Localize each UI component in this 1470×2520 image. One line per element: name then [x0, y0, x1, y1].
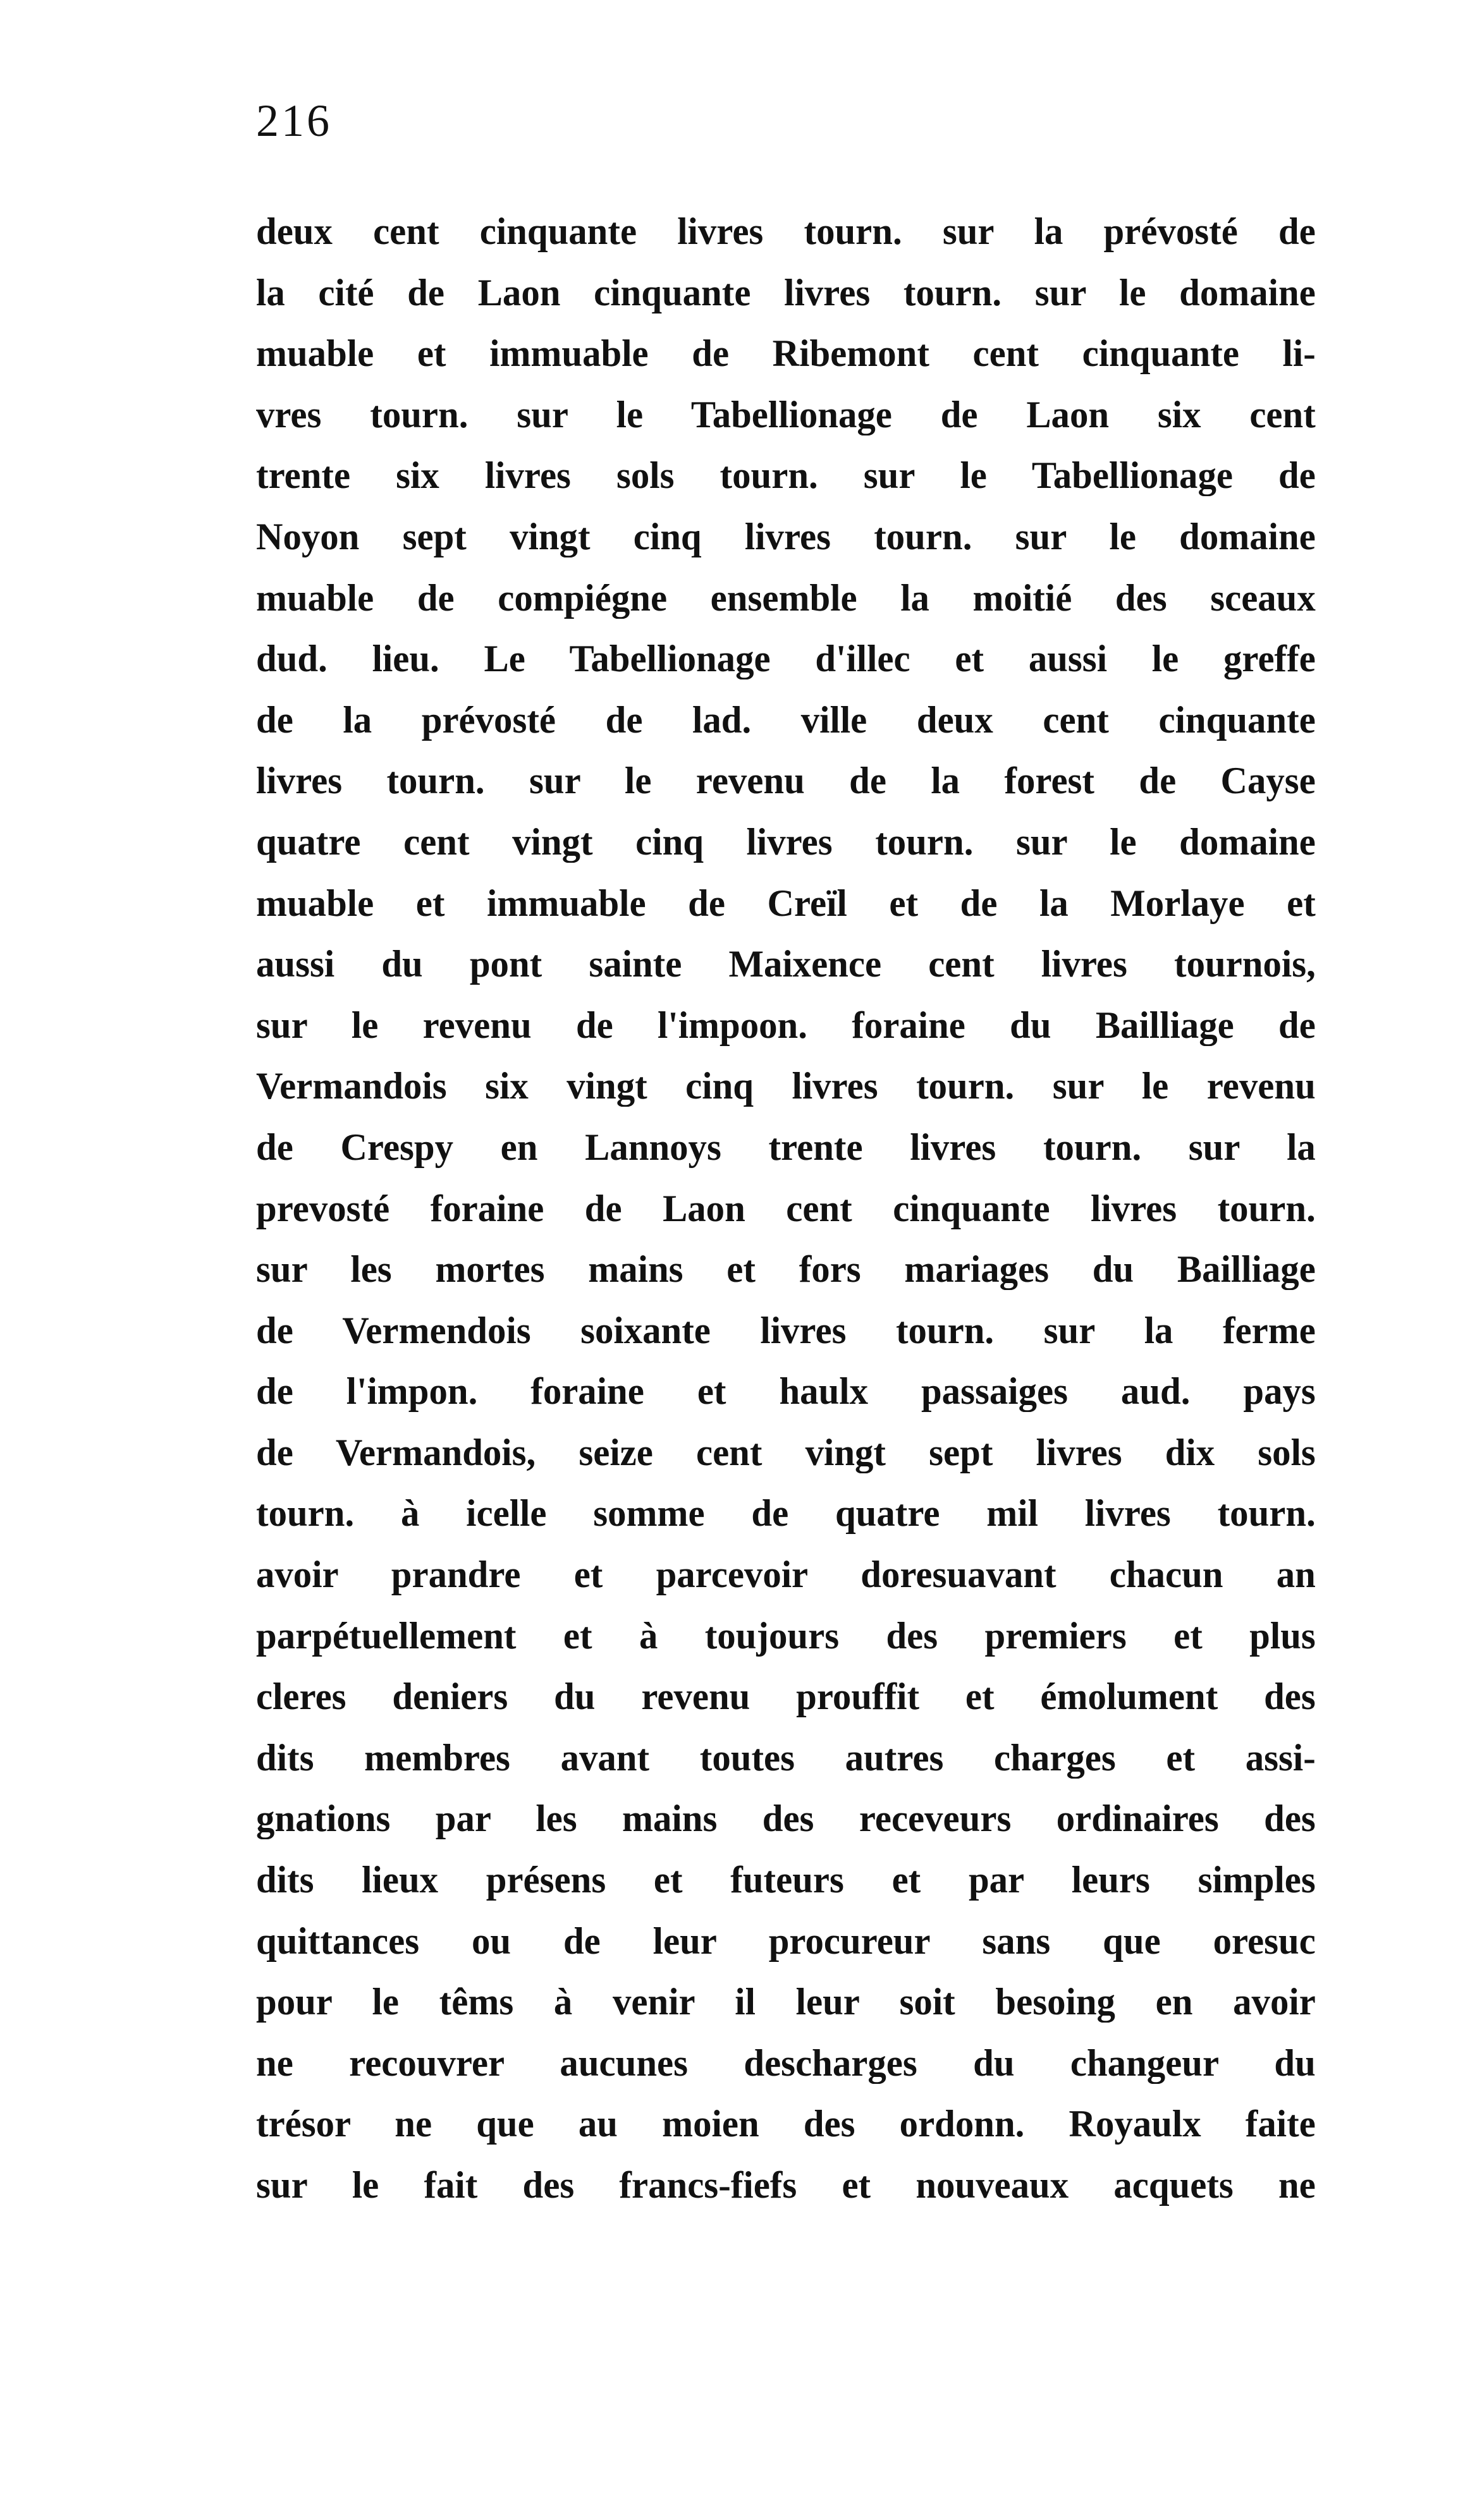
text-line: sur le fait des francs-fiefs et nouveaux acquets ne: [256, 2164, 1316, 2206]
text-line: cleres deniers du revenu prouffit et émolument des: [256, 1676, 1316, 1718]
text-line: Noyon sept vingt cinq livres tourn. sur le domaine: [256, 515, 1316, 557]
text-line: ne recouvrer aucunes descharges du changeur du: [256, 2042, 1316, 2084]
text-line: sur le revenu de l'impoon. foraine du Bailliage de: [256, 1004, 1316, 1046]
text-line: tourn. à icelle somme de quatre mil livres tourn.: [256, 1492, 1316, 1535]
text-line: deux cent cinquante livres tourn. sur la prévosté de: [256, 210, 1316, 252]
text-line: quatre cent vingt cinq livres tourn. sur le domaine: [256, 820, 1316, 863]
text-line: avoir prandre et parcevoir doresuavant chacun an: [256, 1554, 1316, 1596]
text-line: de Vermandois, seize cent vingt sept livres dix sols: [256, 1431, 1316, 1473]
body-text: [256, 201, 1337, 2216]
text-line: vres tourn. sur le Tabellionage de Laon six cent: [256, 393, 1316, 435]
text-line: de Vermendois soixante livres tourn. sur la ferme: [256, 1309, 1316, 1351]
text-line: aussi du pont sainte Maixence cent livres tournois,: [256, 943, 1316, 985]
text-line: parpétuellement et à toujours des premiers et plus: [256, 1614, 1316, 1657]
text-line: la cité de Laon cinquante livres tourn. sur le domaine: [256, 271, 1316, 313]
text-line: quittances ou de leur procureur sans que oresuc: [256, 1920, 1316, 1962]
text-line: gnations par les mains des receveurs ordinaires des: [256, 1798, 1316, 1840]
text-line: muable de compiégne ensemble la moitié des sceaux: [256, 576, 1316, 619]
text-line: muable et immuable de Creïl et de la Morlaye et: [256, 882, 1316, 924]
text-line: dud. lieu. Le Tabellionage d'illec et aussi le greffe: [256, 638, 1316, 680]
text-line: dits lieux présens et futeurs et par leurs simples: [256, 1859, 1316, 1901]
text-line: de Crespy en Lannoys trente livres tourn. sur la: [256, 1126, 1316, 1168]
page-number: 216: [256, 95, 332, 146]
text-line: dits membres avant toutes autres charges et assi-: [256, 1736, 1316, 1779]
text-line: muable et immuable de Ribemont cent cinquante li-: [256, 332, 1316, 375]
text-line: de l'impon. foraine et haulx passaiges aud. pays: [256, 1370, 1316, 1413]
text-line: sur les mortes mains et fors mariages du Bailliage: [256, 1248, 1316, 1291]
text-line: trésor ne que au moien des ordonn. Royaulx faite: [256, 2103, 1316, 2145]
text-line: prevosté foraine de Laon cent cinquante livres tourn.: [256, 1187, 1316, 1229]
text-line: livres tourn. sur le revenu de la forest de Cayse: [256, 760, 1316, 802]
text-line: Vermandois six vingt cinq livres tourn. sur le revenu: [256, 1065, 1316, 1107]
text-line: de la prévosté de lad. ville deux cent cinquante: [256, 698, 1316, 741]
text-line: trente six livres sols tourn. sur le Tabellionage de: [256, 454, 1316, 497]
text-line: pour le têms à venir il leur soit besoing en avoir: [256, 1981, 1316, 2023]
